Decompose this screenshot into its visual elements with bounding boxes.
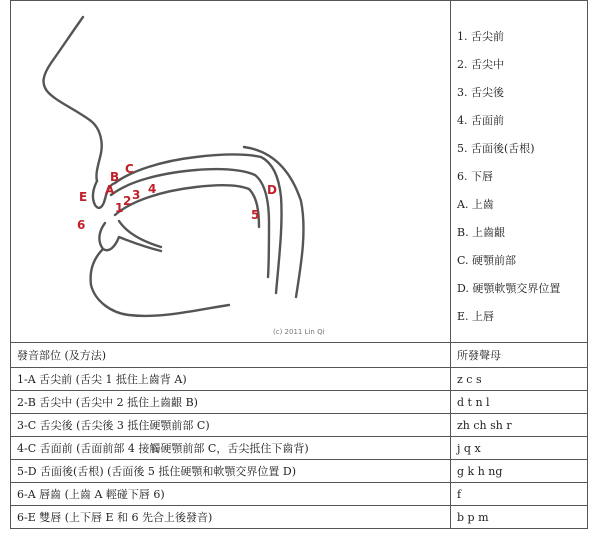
row-initials: f (451, 483, 588, 506)
header-place: 發音部位 (及方法) (11, 343, 451, 368)
legend-item: C. 硬顎前部 (457, 253, 517, 267)
label-D: D (267, 183, 277, 197)
table-row (11, 414, 588, 437)
label-B: B (110, 170, 120, 184)
header-initials: 所發聲母 (451, 343, 588, 368)
table-row (11, 483, 588, 506)
table-row (11, 460, 588, 483)
table-row (11, 391, 588, 414)
row-place: 4-C 舌面前 (舌面前部 4 接觸硬顎前部 C，舌尖抵住下齒背) (11, 437, 451, 460)
diagram-cell (11, 1, 451, 343)
label-C: C (125, 162, 134, 176)
row-place: 5-D 舌面後(舌根) (舌面後 5 抵住硬顎和軟顎交界位置 D) (11, 460, 451, 483)
upper-lip-outline (93, 181, 105, 208)
legend-item: 2. 舌尖中 (457, 57, 504, 71)
table-row (11, 506, 588, 529)
row-place: 3-C 舌尖後 (舌尖後 3 抵住硬顎前部 C) (11, 414, 451, 437)
row-initials: b p m (451, 506, 588, 529)
label-5: 5 (251, 208, 260, 222)
label-3: 3 (132, 188, 141, 202)
row-initials: zh ch sh r (451, 414, 588, 437)
label-6: 6 (77, 218, 86, 232)
legend-item: 5. 舌面後(舌根) (457, 141, 535, 155)
legend-item: 1. 舌尖前 (457, 29, 504, 43)
row-place: 6-E 雙唇 (上下唇 E 和 6 先合上後發音) (11, 506, 451, 529)
row-place: 2-B 舌尖中 (舌尖中 2 抵住上齒齦 B) (11, 391, 451, 414)
legend-item: B. 上齒齦 (457, 225, 506, 239)
row-initials: z c s (451, 368, 588, 391)
lower-tongue-outline (119, 221, 161, 247)
articulation-table (10, 0, 588, 529)
lower-lip-outline (99, 223, 161, 251)
table-row (11, 368, 588, 391)
label-1: 1 (115, 201, 124, 215)
face-profile-outline (44, 17, 102, 181)
row-initials: d t n l (451, 391, 588, 414)
legend-cell (451, 1, 588, 343)
row-place: 6-A 唇齒 (上齒 A 輕碰下唇 6) (11, 483, 451, 506)
label-4: 4 (148, 182, 157, 196)
row-initials: j q x (451, 437, 588, 460)
legend-item: 6. 下唇 (457, 169, 493, 183)
chin-outline (91, 249, 229, 316)
label-2: 2 (123, 194, 132, 208)
label-E: E (79, 190, 88, 204)
copyright-text: (c) 2011 Lin Qi (273, 328, 325, 336)
row-place: 1-A 舌尖前 (舌尖 1 抵住上齒背 A) (11, 368, 451, 391)
table-row (11, 437, 588, 460)
legend-item: 3. 舌尖後 (457, 85, 504, 99)
row-initials: g k h ng (451, 460, 588, 483)
legend-item: E. 上唇 (457, 309, 495, 323)
legend-item: A. 上齒 (457, 197, 494, 211)
legend-item: D. 硬顎軟顎交界位置 (457, 281, 561, 295)
palate-inner (111, 169, 269, 277)
legend-item: 4. 舌面前 (457, 113, 504, 127)
label-A: A (105, 183, 115, 197)
vocal-tract-diagram (11, 1, 449, 339)
